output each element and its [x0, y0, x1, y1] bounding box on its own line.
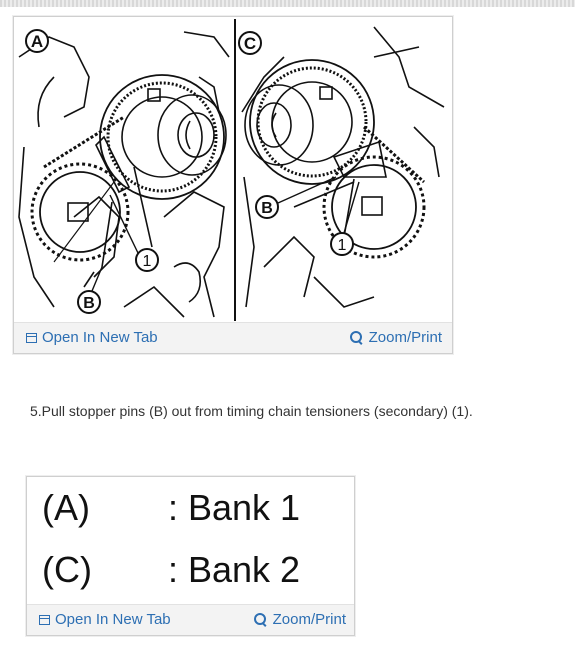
bank-legend-card	[26, 476, 355, 636]
zoom-print-link[interactable]	[254, 611, 346, 628]
legend-value: : Bank 2	[168, 549, 301, 590]
figure-footer	[27, 604, 354, 635]
zoom-print-label: Zoom/Print	[272, 611, 346, 628]
label-b-left: B	[83, 295, 95, 312]
label-b-right: B	[261, 200, 273, 217]
label-c: C	[243, 34, 257, 53]
magnifier-icon	[254, 613, 268, 627]
legend-code: (A)	[42, 487, 90, 528]
step-instruction: 5.Pull stopper pins (B) out from timing chain tensioners (secondary) (1).	[30, 403, 473, 419]
top-border-stripe	[0, 0, 575, 7]
open-in-new-tab-label: Open In New Tab	[42, 329, 158, 346]
new-tab-icon	[26, 333, 37, 343]
new-tab-icon	[39, 615, 50, 625]
legend-value: : Bank 1	[168, 487, 301, 528]
open-in-new-tab-link[interactable]	[26, 329, 158, 346]
figure-footer	[14, 322, 452, 353]
zoom-print-label: Zoom/Print	[368, 329, 442, 346]
label-1-left: 1	[142, 253, 152, 270]
label-1-right: 1	[337, 237, 347, 254]
open-in-new-tab-label: Open In New Tab	[55, 611, 171, 628]
legend-code: (C)	[42, 549, 92, 590]
label-a: A	[30, 32, 44, 51]
zoom-print-link[interactable]	[350, 329, 442, 346]
open-in-new-tab-link[interactable]	[39, 611, 171, 628]
timing-chain-diagram	[14, 17, 452, 323]
magnifier-icon	[350, 331, 364, 345]
diagram-figure-card	[13, 16, 453, 354]
